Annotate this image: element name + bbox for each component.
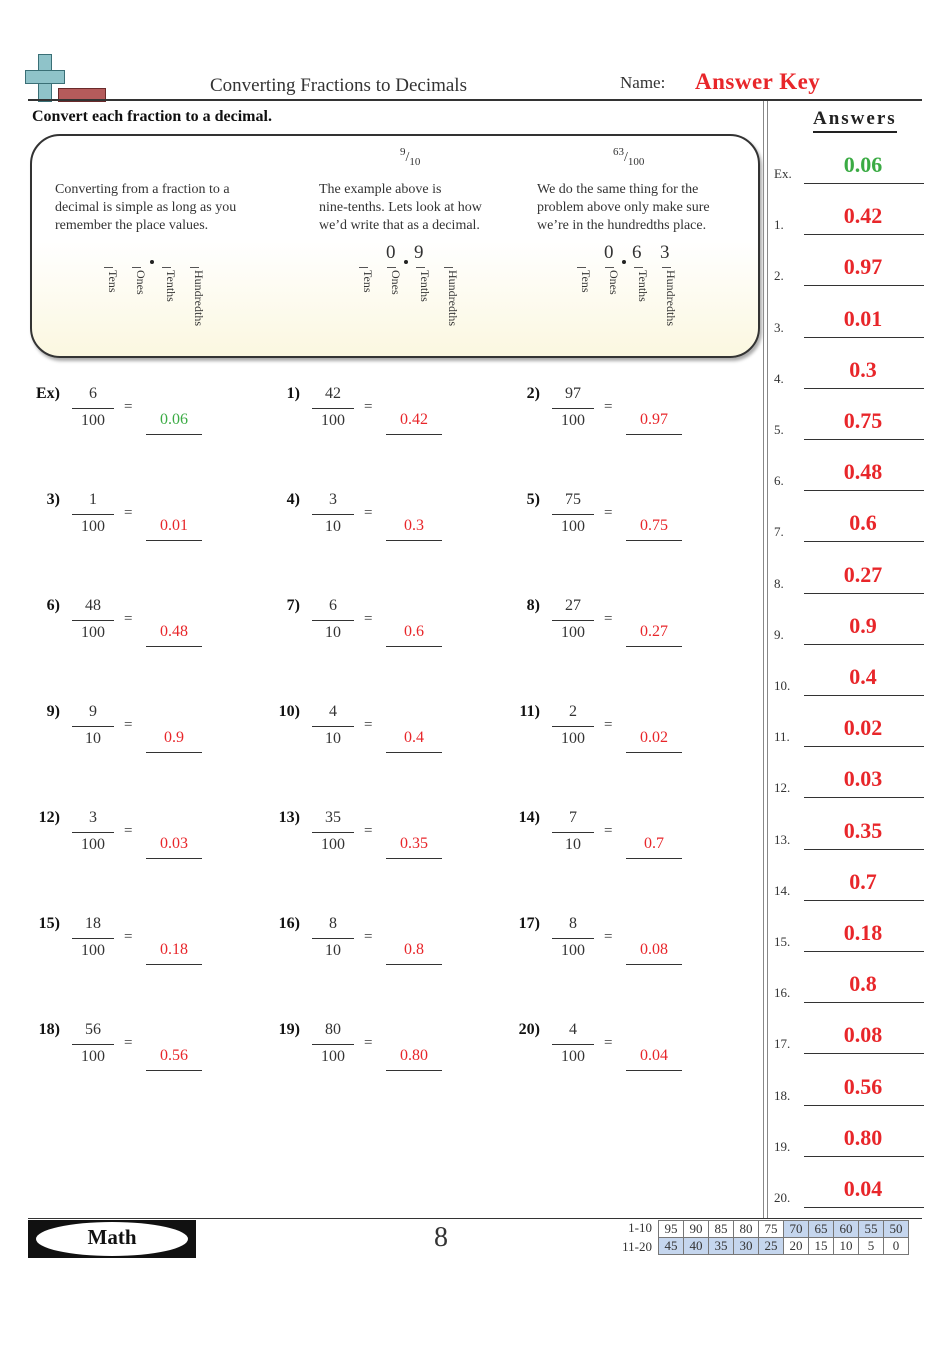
fraction-denominator: 100 xyxy=(81,624,105,641)
answer-underline xyxy=(804,951,924,952)
answer-value: 0.08 xyxy=(843,1022,883,1048)
answer-line xyxy=(146,646,202,647)
place-label-tens: Tens xyxy=(106,270,120,293)
problem-number: 7) xyxy=(286,597,300,614)
fraction-denominator: 100 xyxy=(81,412,105,429)
answer-value: 0.27 xyxy=(843,561,883,587)
answer-value: 0.9 xyxy=(849,612,877,638)
answer-line xyxy=(146,752,202,753)
fraction-numerator: 75 xyxy=(565,491,581,508)
place-tick xyxy=(359,267,368,268)
score-cell: 0 xyxy=(884,1238,909,1255)
answer-line xyxy=(386,646,442,647)
fraction-bar xyxy=(312,620,354,621)
place-digit: 0 xyxy=(604,242,614,263)
fraction-bar xyxy=(552,938,594,939)
fraction-denominator: 10 xyxy=(325,518,341,535)
problem-answer: 0.01 xyxy=(160,517,188,534)
name-label: Name: xyxy=(620,73,666,92)
fraction-bar xyxy=(552,514,594,515)
score-row xyxy=(659,1238,909,1255)
place-digit: 0 xyxy=(386,242,396,263)
problem-answer: 0.75 xyxy=(640,517,668,534)
fraction-numerator: 6 xyxy=(329,597,337,614)
column-divider xyxy=(767,101,768,1218)
fraction-numerator: 18 xyxy=(85,915,101,932)
equals-sign: = xyxy=(604,1035,613,1051)
equals-sign: = xyxy=(124,823,133,839)
equals-sign: = xyxy=(124,611,133,627)
fraction-numerator: 80 xyxy=(325,1021,341,1038)
problem-number: 2) xyxy=(526,385,540,402)
place-digit: 6 xyxy=(632,242,642,263)
score-row2-label: 11-20 xyxy=(622,1239,652,1254)
page-number: 8 xyxy=(434,1222,448,1253)
fraction-denominator: 100 xyxy=(561,942,585,959)
score-cell: 25 xyxy=(759,1238,784,1255)
answer-underline xyxy=(804,285,924,286)
answer-label: 15. xyxy=(774,934,791,949)
fraction-denominator: 10 xyxy=(325,942,341,959)
answer-label: 20. xyxy=(774,1190,791,1205)
fraction-bar xyxy=(312,726,354,727)
place-tick xyxy=(662,267,671,268)
equals-sign: = xyxy=(364,1035,373,1051)
problem-answer: 0.80 xyxy=(400,1047,428,1064)
score-cell: 55 xyxy=(859,1221,884,1238)
problem-number: 8) xyxy=(526,597,540,614)
column-divider xyxy=(763,101,764,1218)
example-text-3: We do the same thing for the problem above only make sure we’re in the hundredths place. xyxy=(537,182,710,233)
fraction-bar xyxy=(72,408,114,409)
fraction-bar xyxy=(72,1044,114,1045)
problem-answer: 0.04 xyxy=(640,1047,668,1064)
logo-plus-horizontal xyxy=(25,70,65,84)
fraction-denominator: 100 xyxy=(81,1048,105,1065)
place-label-tens: Tens xyxy=(361,270,375,293)
fraction-denominator: 100 xyxy=(561,730,585,747)
answer-label: 1. xyxy=(774,217,784,233)
answer-underline xyxy=(804,644,924,645)
problem-answer: 0.8 xyxy=(404,941,424,958)
fraction-denominator: 100 xyxy=(561,624,585,641)
equals-sign: = xyxy=(364,717,373,733)
problem-answer: 0.18 xyxy=(160,941,188,958)
problem-answer: 0.3 xyxy=(404,517,424,534)
problem-answer: 0.42 xyxy=(400,411,428,428)
answer-label: 19. xyxy=(774,1138,791,1154)
fraction-bar xyxy=(552,726,594,727)
equals-sign: = xyxy=(124,929,133,945)
place-tick xyxy=(387,267,396,268)
place-digit: 9 xyxy=(414,242,424,263)
instructions: Convert each fraction to a decimal. xyxy=(32,108,272,125)
problem-answer: 0.03 xyxy=(160,835,188,852)
problem-number: 9) xyxy=(46,703,60,720)
score-cell: 35 xyxy=(709,1238,734,1255)
answer-underline xyxy=(804,900,924,901)
problem-answer: 0.08 xyxy=(640,941,668,958)
example-fraction-2: $^{63}/_{100}$ xyxy=(613,146,645,168)
answer-value: 0.80 xyxy=(843,1124,883,1150)
answer-underline xyxy=(804,695,924,696)
equals-sign: = xyxy=(124,717,133,733)
answer-line xyxy=(386,540,442,541)
problem-number: 10) xyxy=(278,703,300,720)
problem-answer: 0.35 xyxy=(400,835,428,852)
answer-label: 14. xyxy=(774,882,791,898)
answer-underline xyxy=(804,1105,924,1106)
answer-value: 0.8 xyxy=(849,971,877,997)
answer-value: 0.02 xyxy=(843,715,883,741)
answer-underline xyxy=(804,337,924,338)
equals-sign: = xyxy=(124,399,133,415)
answer-line xyxy=(386,1070,442,1071)
answer-value: 0.35 xyxy=(843,817,883,843)
problem-number: 14) xyxy=(518,809,540,826)
place-label-ones: Ones xyxy=(389,270,403,295)
page-title: Converting Fractions to Decimals xyxy=(210,75,467,96)
fraction-bar xyxy=(72,726,114,727)
place-label-tenths: Tenths xyxy=(636,270,650,302)
answer-label: 8. xyxy=(774,575,784,591)
equals-sign: = xyxy=(604,505,613,521)
answer-underline xyxy=(804,388,924,389)
score-cell: 10 xyxy=(834,1238,859,1255)
problem-answer: 0.7 xyxy=(644,835,664,852)
equals-sign: = xyxy=(604,823,613,839)
problem-answer: 0.4 xyxy=(404,729,424,746)
answer-line xyxy=(626,964,682,965)
equals-sign: = xyxy=(124,1035,133,1051)
answer-underline xyxy=(804,1002,924,1003)
problem-number: 6) xyxy=(46,597,60,614)
equals-sign: = xyxy=(604,399,613,415)
place-label-tenths: Tenths xyxy=(164,270,178,302)
answer-value: 0.06 xyxy=(843,152,883,177)
example-text-1: Converting from a fraction to a decimal is simple as long as you remember the place values. xyxy=(55,182,237,233)
fraction-numerator: 35 xyxy=(325,809,341,826)
fraction-bar xyxy=(72,938,114,939)
fraction-bar xyxy=(552,408,594,409)
place-label-ones: Ones xyxy=(607,270,621,295)
fraction-denominator: 100 xyxy=(561,412,585,429)
fraction-numerator: 8 xyxy=(329,915,337,932)
answer-value: 0.4 xyxy=(849,664,877,689)
problem-number: 17) xyxy=(518,915,540,932)
place-label-hundredths: Hundredths xyxy=(664,270,678,326)
answer-underline xyxy=(804,746,924,747)
answer-label: 5. xyxy=(774,422,784,437)
answer-value: 0.18 xyxy=(843,920,883,945)
problem-number: 15) xyxy=(38,915,60,932)
place-tick xyxy=(416,267,425,268)
decimal-point xyxy=(150,260,154,264)
equals-sign: = xyxy=(364,823,373,839)
fraction-numerator: 48 xyxy=(85,597,101,614)
problem-answer: 0.9 xyxy=(164,729,184,746)
fraction-bar xyxy=(72,514,114,515)
answer-underline xyxy=(804,439,924,440)
fraction-numerator: 1 xyxy=(89,491,97,508)
problem-answer: 0.97 xyxy=(640,411,668,428)
place-label-hundredths: Hundredths xyxy=(192,270,206,326)
fraction-denominator: 100 xyxy=(321,836,345,853)
place-label-tens: Tens xyxy=(579,270,593,293)
fraction-denominator: 10 xyxy=(325,624,341,641)
answer-line xyxy=(146,1070,202,1071)
score-cell: 70 xyxy=(784,1221,809,1238)
answer-label: 18. xyxy=(774,1087,791,1103)
answer-line xyxy=(626,540,682,541)
fraction-bar xyxy=(72,620,114,621)
fraction-bar xyxy=(312,1044,354,1045)
problem-number: 13) xyxy=(278,809,300,826)
answer-line xyxy=(386,434,442,435)
fraction-numerator: 56 xyxy=(85,1021,101,1038)
place-tick xyxy=(132,267,141,268)
answer-line xyxy=(626,434,682,435)
fraction-numerator: 4 xyxy=(569,1021,577,1038)
score-cell: 80 xyxy=(734,1221,759,1238)
answer-underline xyxy=(804,849,924,850)
answer-label: 4. xyxy=(774,370,784,386)
answer-underline xyxy=(804,490,924,491)
fraction-numerator: 97 xyxy=(565,385,581,402)
fraction-bar xyxy=(552,832,594,833)
answers-heading: Answers xyxy=(813,108,897,133)
score-cell: 65 xyxy=(809,1221,834,1238)
place-tick xyxy=(634,267,643,268)
subject-label: Math xyxy=(87,1225,137,1249)
answer-underline xyxy=(804,234,924,235)
problem-number: 11) xyxy=(519,703,540,720)
score-cell: 75 xyxy=(759,1221,784,1238)
fraction-denominator: 100 xyxy=(561,1048,585,1065)
equals-sign: = xyxy=(364,505,373,521)
answer-line xyxy=(386,858,442,859)
fraction-denominator: 100 xyxy=(81,942,105,959)
place-digit: 3 xyxy=(660,242,670,263)
answer-value: 0.7 xyxy=(849,868,877,894)
problem-number: 3) xyxy=(46,491,60,508)
place-tick xyxy=(190,267,199,268)
fraction-bar xyxy=(312,514,354,515)
answer-underline xyxy=(804,183,924,184)
answer-label: 12. xyxy=(774,780,791,796)
answer-value: 0.04 xyxy=(843,1176,883,1201)
example-box xyxy=(30,134,760,358)
answer-label: 13. xyxy=(774,831,791,847)
fraction-bar xyxy=(552,620,594,621)
fraction-numerator: 9 xyxy=(89,703,97,720)
answer-label: 17. xyxy=(774,1036,791,1052)
answer-value: 0.3 xyxy=(849,356,877,382)
place-label-tenths: Tenths xyxy=(418,270,432,302)
fraction-denominator: 100 xyxy=(561,518,585,535)
fraction-bar xyxy=(72,832,114,833)
problem-number: Ex) xyxy=(36,385,60,402)
answer-line xyxy=(146,434,202,435)
fraction-bar xyxy=(552,1044,594,1045)
problem-number: 5) xyxy=(526,491,540,508)
problem-answer: 0.06 xyxy=(160,411,188,428)
fraction-bar xyxy=(312,832,354,833)
problem-answer: 0.48 xyxy=(160,623,188,640)
answer-value: 0.42 xyxy=(843,203,883,229)
problem-number: 12) xyxy=(38,809,60,826)
equals-sign: = xyxy=(364,399,373,415)
score-cell: 85 xyxy=(709,1221,734,1238)
footer-divider xyxy=(28,1218,922,1219)
answer-value: 0.56 xyxy=(843,1073,883,1099)
answer-line xyxy=(626,646,682,647)
equals-sign: = xyxy=(604,717,613,733)
answer-value: 0.01 xyxy=(843,305,883,331)
place-tick xyxy=(605,267,614,268)
equals-sign: = xyxy=(604,929,613,945)
answer-underline xyxy=(804,797,924,798)
fraction-numerator: 3 xyxy=(89,809,97,826)
fraction-denominator: 10 xyxy=(565,836,581,853)
fraction-numerator: 2 xyxy=(569,703,577,720)
answer-label: 9. xyxy=(774,626,784,642)
fraction-numerator: 4 xyxy=(329,703,337,720)
answer-label: 11. xyxy=(774,729,790,745)
fraction-numerator: 6 xyxy=(89,385,97,402)
problem-answer: 0.02 xyxy=(640,729,668,746)
score-cell: 5 xyxy=(859,1238,884,1255)
answer-underline xyxy=(804,1207,924,1208)
score-cell: 15 xyxy=(809,1238,834,1255)
answer-value: 0.6 xyxy=(849,510,877,536)
answer-line xyxy=(386,964,442,965)
answer-line xyxy=(386,752,442,753)
problem-number: 1) xyxy=(286,385,300,402)
answer-underline xyxy=(804,1156,924,1157)
place-tick xyxy=(104,267,113,268)
answer-label: 2. xyxy=(774,268,784,284)
fraction-numerator: 3 xyxy=(329,491,337,508)
problem-answer: 0.6 xyxy=(404,623,424,640)
answer-line xyxy=(146,858,202,859)
equals-sign: = xyxy=(604,611,613,627)
answer-label: 10. xyxy=(774,678,791,693)
problem-number: 19) xyxy=(278,1021,300,1038)
answer-line xyxy=(146,540,202,541)
fraction-numerator: 7 xyxy=(569,809,577,826)
place-tick xyxy=(162,267,171,268)
equals-sign: = xyxy=(364,611,373,627)
answer-line xyxy=(626,752,682,753)
answer-label: Ex. xyxy=(774,166,792,181)
answer-value: 0.97 xyxy=(843,254,883,280)
equals-sign: = xyxy=(124,505,133,521)
fraction-bar xyxy=(312,938,354,939)
score-cell: 45 xyxy=(659,1238,684,1255)
problem-answer: 0.56 xyxy=(160,1047,188,1064)
answer-underline xyxy=(804,541,924,542)
equals-sign: = xyxy=(364,929,373,945)
score-row xyxy=(659,1221,909,1238)
problem-number: 16) xyxy=(278,915,300,932)
fraction-denominator: 10 xyxy=(325,730,341,747)
problem-number: 20) xyxy=(518,1021,540,1038)
fraction-denominator: 100 xyxy=(81,836,105,853)
place-label-hundredths: Hundredths xyxy=(446,270,460,326)
example-text-2: The example above is nine-tenths. Lets look at how we’d write that as a decimal. xyxy=(319,182,482,233)
score-cell: 30 xyxy=(734,1238,759,1255)
answer-underline xyxy=(804,593,924,594)
answer-underline xyxy=(804,1053,924,1054)
decimal-point xyxy=(622,260,626,264)
score-cell: 50 xyxy=(884,1221,909,1238)
answer-value: 0.03 xyxy=(843,766,883,792)
fraction-bar xyxy=(312,408,354,409)
score-cell: 90 xyxy=(684,1221,709,1238)
score-cell: 60 xyxy=(834,1221,859,1238)
problem-number: 18) xyxy=(38,1021,60,1038)
score-table xyxy=(658,1220,909,1255)
score-cell: 40 xyxy=(684,1238,709,1255)
answer-value: 0.75 xyxy=(843,408,883,433)
place-label-ones: Ones xyxy=(134,270,148,295)
example-fraction-1: $^9/_{10}$ xyxy=(400,146,421,168)
header-divider xyxy=(28,99,922,101)
place-tick xyxy=(444,267,453,268)
fraction-numerator: 27 xyxy=(565,597,581,614)
answer-line xyxy=(626,858,682,859)
score-cell: 95 xyxy=(659,1221,684,1238)
score-cell: 20 xyxy=(784,1238,809,1255)
answer-label: 7. xyxy=(774,524,784,540)
answer-value: 0.48 xyxy=(843,459,883,485)
fraction-denominator: 100 xyxy=(321,412,345,429)
answer-line xyxy=(146,964,202,965)
fraction-denominator: 100 xyxy=(81,518,105,535)
fraction-numerator: 42 xyxy=(325,385,341,402)
place-tick xyxy=(577,267,586,268)
answer-label: 6. xyxy=(774,473,784,489)
answer-label: 3. xyxy=(774,319,784,335)
fraction-numerator: 8 xyxy=(569,915,577,932)
fraction-denominator: 100 xyxy=(321,1048,345,1065)
problem-number: 4) xyxy=(286,491,300,508)
score-row1-label: 1-10 xyxy=(628,1220,652,1235)
decimal-point xyxy=(404,260,408,264)
answer-label: 16. xyxy=(774,985,791,1001)
answer-key-title: Answer Key xyxy=(695,69,821,94)
problem-answer: 0.27 xyxy=(640,623,668,640)
answer-line xyxy=(626,1070,682,1071)
fraction-denominator: 10 xyxy=(85,730,101,747)
